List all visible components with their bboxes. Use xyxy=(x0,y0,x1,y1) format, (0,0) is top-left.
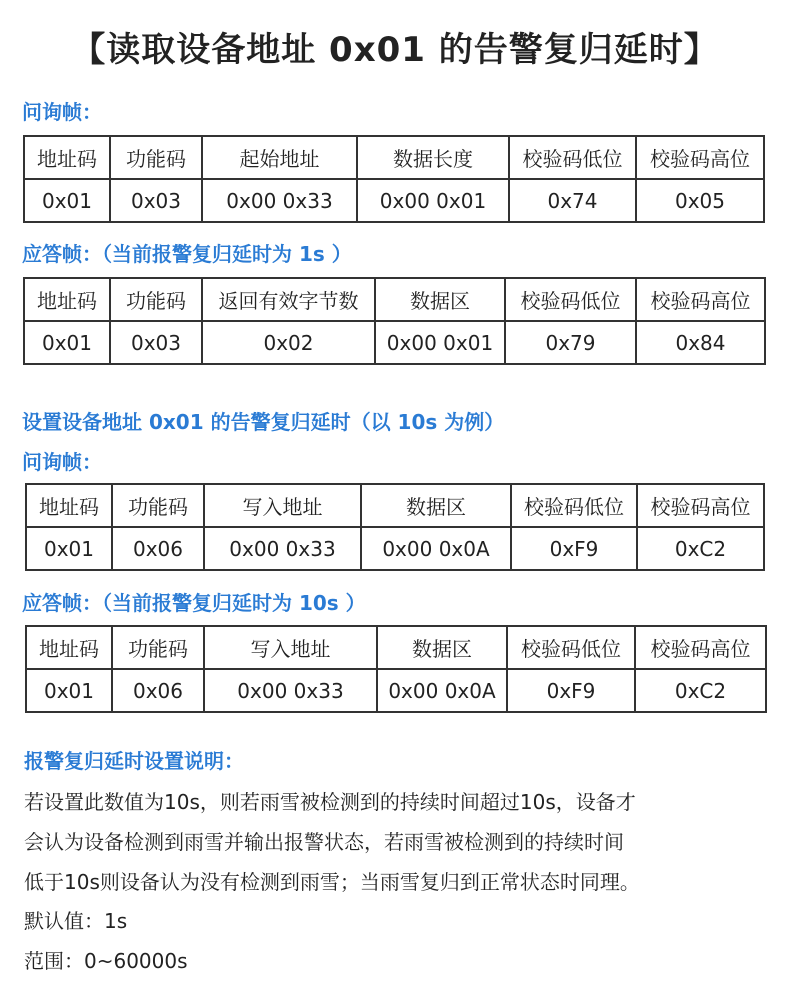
value-cell: 0x00 0x33 xyxy=(202,179,357,222)
header-cell: 数据区 xyxy=(375,278,505,321)
notes-line: 会认为设备检测到雨雪并输出报警状态，若雨雪被检测到的持续时间 xyxy=(24,830,624,854)
header-cell: 功能码 xyxy=(112,626,204,669)
write-query-table xyxy=(25,483,765,571)
value-cell: 0x03 xyxy=(110,179,202,222)
value-cell: 0x01 xyxy=(26,527,112,570)
value-cell: 0x00 0x33 xyxy=(204,669,377,712)
notes-heading: 报警复归延时设置说明： xyxy=(24,749,244,773)
page-title: 【读取设备地址 0x01 的告警复归延时】 xyxy=(71,30,719,70)
header-cell: 数据区 xyxy=(377,626,507,669)
value-cell: 0x79 xyxy=(505,321,636,364)
header-cell: 起始地址 xyxy=(202,136,357,179)
write-query-label: 问询帧： xyxy=(22,450,102,474)
value-cell: 0xC2 xyxy=(635,669,766,712)
header-cell: 校验码低位 xyxy=(505,278,636,321)
value-cell: 0x00 0x0A xyxy=(377,669,507,712)
write-response-label: 应答帧：（当前报警复归延时为 10s ） xyxy=(22,591,366,615)
read-response-table xyxy=(23,277,766,365)
read-query-label: 问询帧： xyxy=(22,100,102,124)
header-cell: 数据区 xyxy=(361,484,511,527)
header-cell: 校验码低位 xyxy=(509,136,636,179)
header-cell: 功能码 xyxy=(112,484,204,527)
write-response-table xyxy=(25,625,767,713)
write-section-label: 设置设备地址 0x01 的告警复归延时（以 10s 为例） xyxy=(22,410,505,434)
table-row xyxy=(24,179,764,222)
header-cell: 校验码低位 xyxy=(511,484,637,527)
table-header-row xyxy=(24,136,764,179)
value-cell: 0x05 xyxy=(636,179,764,222)
header-cell: 地址码 xyxy=(24,278,110,321)
table-row xyxy=(26,527,764,570)
header-cell: 校验码高位 xyxy=(635,626,766,669)
value-cell: 0xF9 xyxy=(507,669,635,712)
value-cell: 0x00 0x01 xyxy=(375,321,505,364)
table-header-row xyxy=(26,484,764,527)
read-response-label: 应答帧：（当前报警复归延时为 1s ） xyxy=(22,242,352,266)
header-cell: 校验码高位 xyxy=(637,484,764,527)
header-cell: 校验码低位 xyxy=(507,626,635,669)
value-cell: 0x00 0x0A xyxy=(361,527,511,570)
header-cell: 地址码 xyxy=(24,136,110,179)
value-cell: 0x00 0x33 xyxy=(204,527,361,570)
notes-line: 低于10s则设备认为没有检测到雨雪；当雨雪复归到正常状态时同理。 xyxy=(24,870,640,894)
value-cell: 0x03 xyxy=(110,321,202,364)
table-header-row xyxy=(24,278,765,321)
value-cell: 0x02 xyxy=(202,321,375,364)
header-cell: 校验码高位 xyxy=(636,278,765,321)
header-cell: 数据长度 xyxy=(357,136,509,179)
header-cell: 写入地址 xyxy=(204,484,361,527)
value-cell: 0x06 xyxy=(112,527,204,570)
value-cell: 0x00 0x01 xyxy=(357,179,509,222)
header-cell: 校验码高位 xyxy=(636,136,764,179)
value-cell: 0x06 xyxy=(112,669,204,712)
value-cell: 0x84 xyxy=(636,321,765,364)
header-cell: 功能码 xyxy=(110,136,202,179)
value-cell: 0xC2 xyxy=(637,527,764,570)
value-cell: 0x01 xyxy=(24,179,110,222)
table-row xyxy=(24,321,765,364)
value-cell: 0xF9 xyxy=(511,527,637,570)
header-cell: 地址码 xyxy=(26,484,112,527)
value-cell: 0x01 xyxy=(24,321,110,364)
header-cell: 地址码 xyxy=(26,626,112,669)
header-cell: 功能码 xyxy=(110,278,202,321)
table-row xyxy=(26,669,766,712)
value-cell: 0x74 xyxy=(509,179,636,222)
header-cell: 写入地址 xyxy=(204,626,377,669)
header-cell: 返回有效字节数 xyxy=(202,278,375,321)
notes-line: 若设置此数值为10s，则若雨雪被检测到的持续时间超过10s，设备才 xyxy=(24,790,636,814)
value-cell: 0x01 xyxy=(26,669,112,712)
table-header-row xyxy=(26,626,766,669)
range-line: 范围：0~60000s xyxy=(24,949,188,973)
read-query-table xyxy=(23,135,765,223)
default-value-line: 默认值：1s xyxy=(24,909,128,933)
